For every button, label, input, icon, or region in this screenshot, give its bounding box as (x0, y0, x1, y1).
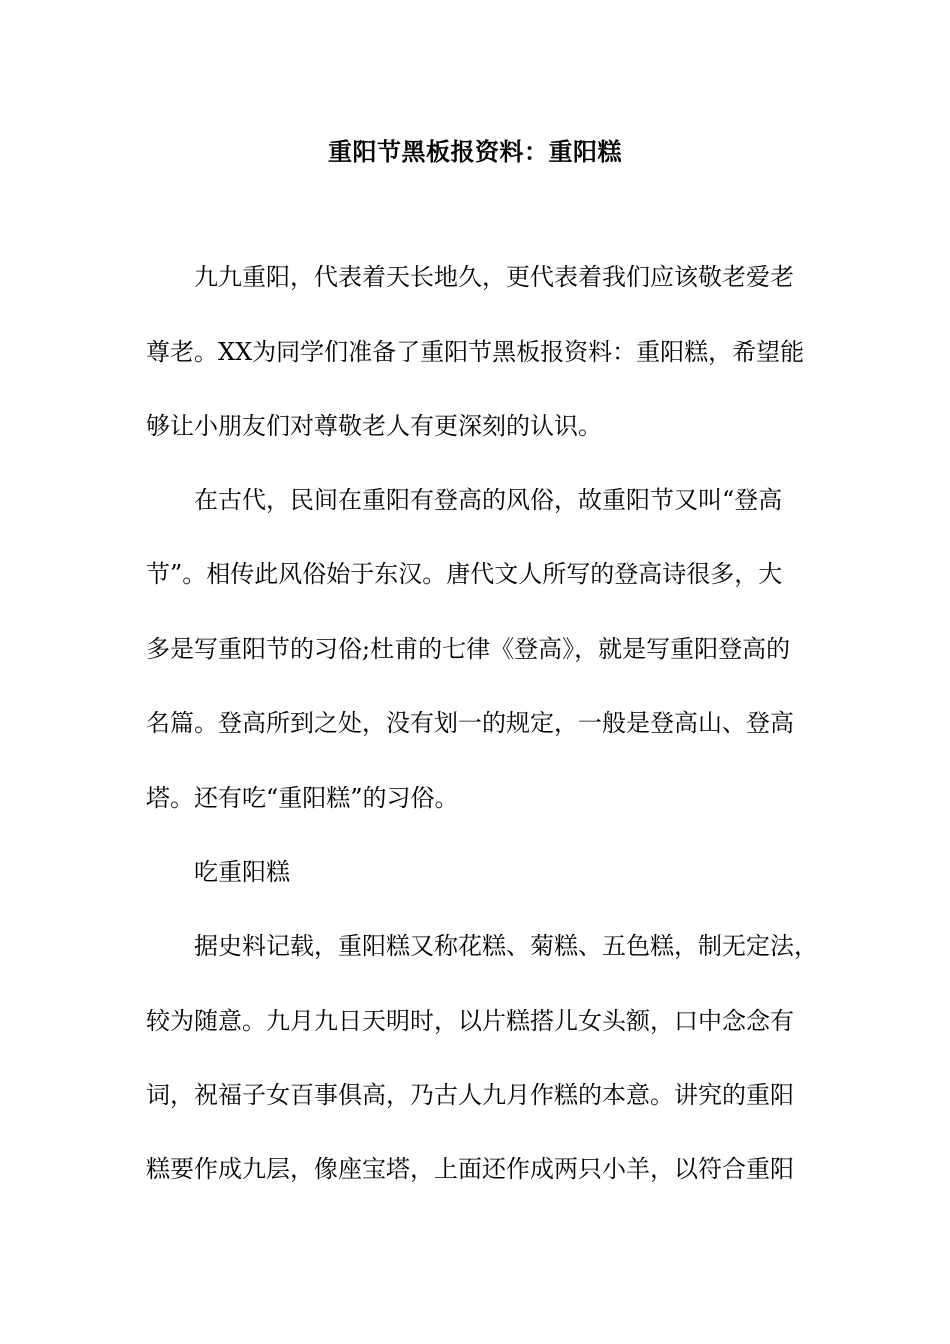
section-heading: 吃重阳糕 (194, 858, 290, 886)
paragraph-1-line-3: 够让小朋友们对尊敬老人有更深刻的认识。 (146, 412, 602, 440)
paragraph-1-line-2: 尊老。XX为同学们准备了重阳节黑板报资料：重阳糕，希望能 (146, 338, 805, 366)
paragraph-2-line-2: 节”。相传此风俗始于东汉。唐代文人所写的登高诗很多，大 (146, 560, 783, 588)
paragraph-3-line-2: 较为随意。九月九日天明时，以片糕搭儿女头额，口中念念有 (146, 1007, 794, 1035)
paragraph-2-line-5: 塔。还有吃“重阳糕”的习俗。 (146, 784, 459, 812)
document-title: 重阳节黑板报资料：重阳糕 (328, 137, 622, 166)
paragraph-2-line-4: 名篇。登高所到之处，没有划一的规定，一般是登高山、登高 (146, 709, 794, 737)
paragraph-1-line-1: 九九重阳，代表着天长地久，更代表着我们应该敬老爱老 (194, 263, 794, 291)
paragraph-2-line-1: 在古代，民间在重阳有登高的风俗，故重阳节又叫“登高 (194, 486, 783, 514)
paragraph-3-line-1: 据史料记载，重阳糕又称花糕、菊糕、五色糕，制无定法， (194, 932, 818, 960)
paragraph-3-line-4: 糕要作成九层，像座宝塔，上面还作成两只小羊，以符合重阳 (146, 1155, 794, 1183)
paragraph-3-line-3: 词，祝福子女百事俱高，乃古人九月作糕的本意。讲究的重阳 (146, 1081, 794, 1109)
paragraph-2-line-3: 多是写重阳节的习俗;杜甫的七律《登高》，就是写重阳登高的 (146, 635, 791, 663)
